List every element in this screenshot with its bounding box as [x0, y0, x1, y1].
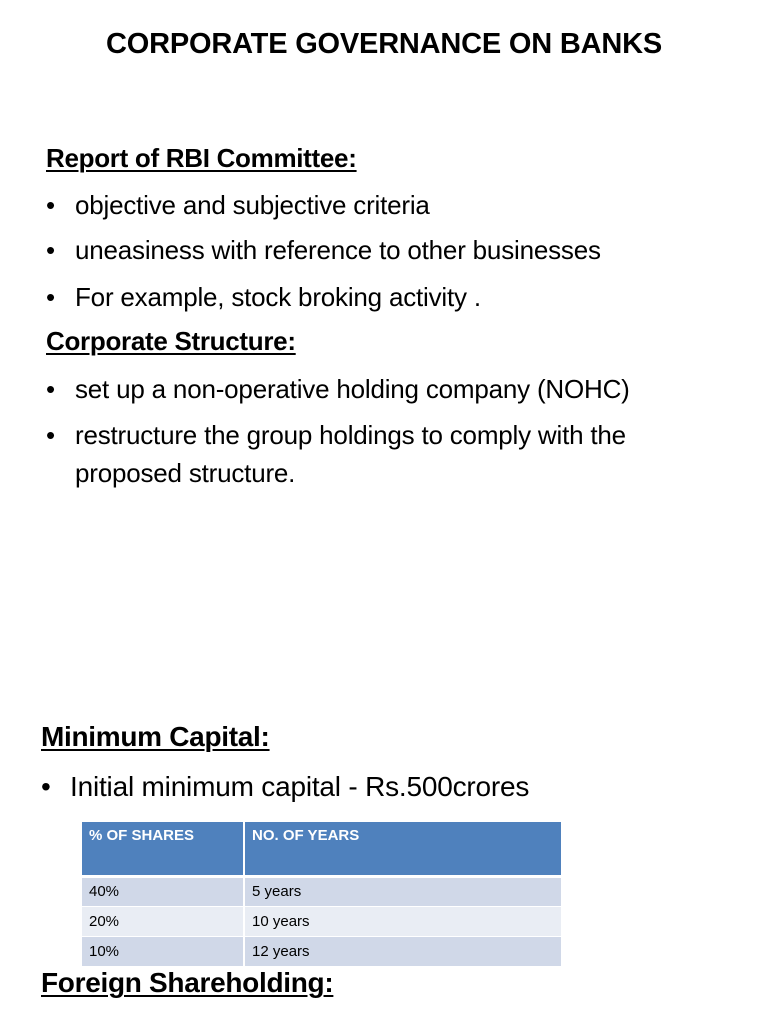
- page-title: CORPORATE GOVERNANCE ON BANKS: [106, 28, 662, 60]
- list-item: [46, 370, 746, 408]
- capital-table: [82, 822, 561, 967]
- corporate-structure-heading: Corporate Structure:: [46, 326, 296, 356]
- list-item: [46, 278, 746, 316]
- table-row: [82, 936, 561, 966]
- table-row: [82, 906, 561, 936]
- bullet-icon: •: [46, 190, 55, 220]
- table-header-cell: NO. OF YEARS: [244, 822, 561, 876]
- list-item-text: restructure the group holdings to comply with the proposed structure.: [75, 420, 626, 488]
- list-item: [46, 416, 706, 492]
- list-item: [46, 231, 746, 269]
- table-header-cell: % OF SHARES: [82, 822, 244, 876]
- list-item-text: uneasiness with reference to other businesses: [75, 235, 601, 265]
- bullet-icon: •: [46, 374, 55, 404]
- table-cell: 20%: [82, 906, 244, 936]
- rbi-committee-heading: Report of RBI Committee:: [46, 143, 357, 173]
- list-item: [41, 768, 741, 806]
- table-row: [82, 876, 561, 906]
- list-item: [46, 186, 746, 224]
- table-cell: 5 years: [244, 876, 561, 906]
- list-item-text: For example, stock broking activity .: [75, 282, 481, 312]
- list-item-text: objective and subjective criteria: [75, 190, 430, 220]
- table-cell: 12 years: [244, 936, 561, 966]
- bullet-icon: •: [46, 282, 55, 312]
- bullet-icon: •: [41, 771, 51, 802]
- bullet-icon: •: [46, 420, 55, 450]
- bullet-icon: •: [46, 235, 55, 265]
- table-header-row: [82, 822, 561, 876]
- foreign-shareholding-heading: Foreign Shareholding:: [41, 967, 334, 998]
- list-item-text: set up a non-operative holding company (NOHC): [75, 374, 630, 404]
- minimum-capital-heading: Minimum Capital:: [41, 721, 270, 752]
- table-cell: 10 years: [244, 906, 561, 936]
- list-item-text: Initial minimum capital - Rs.500crores: [70, 771, 530, 802]
- table-cell: 10%: [82, 936, 244, 966]
- table-cell: 40%: [82, 876, 244, 906]
